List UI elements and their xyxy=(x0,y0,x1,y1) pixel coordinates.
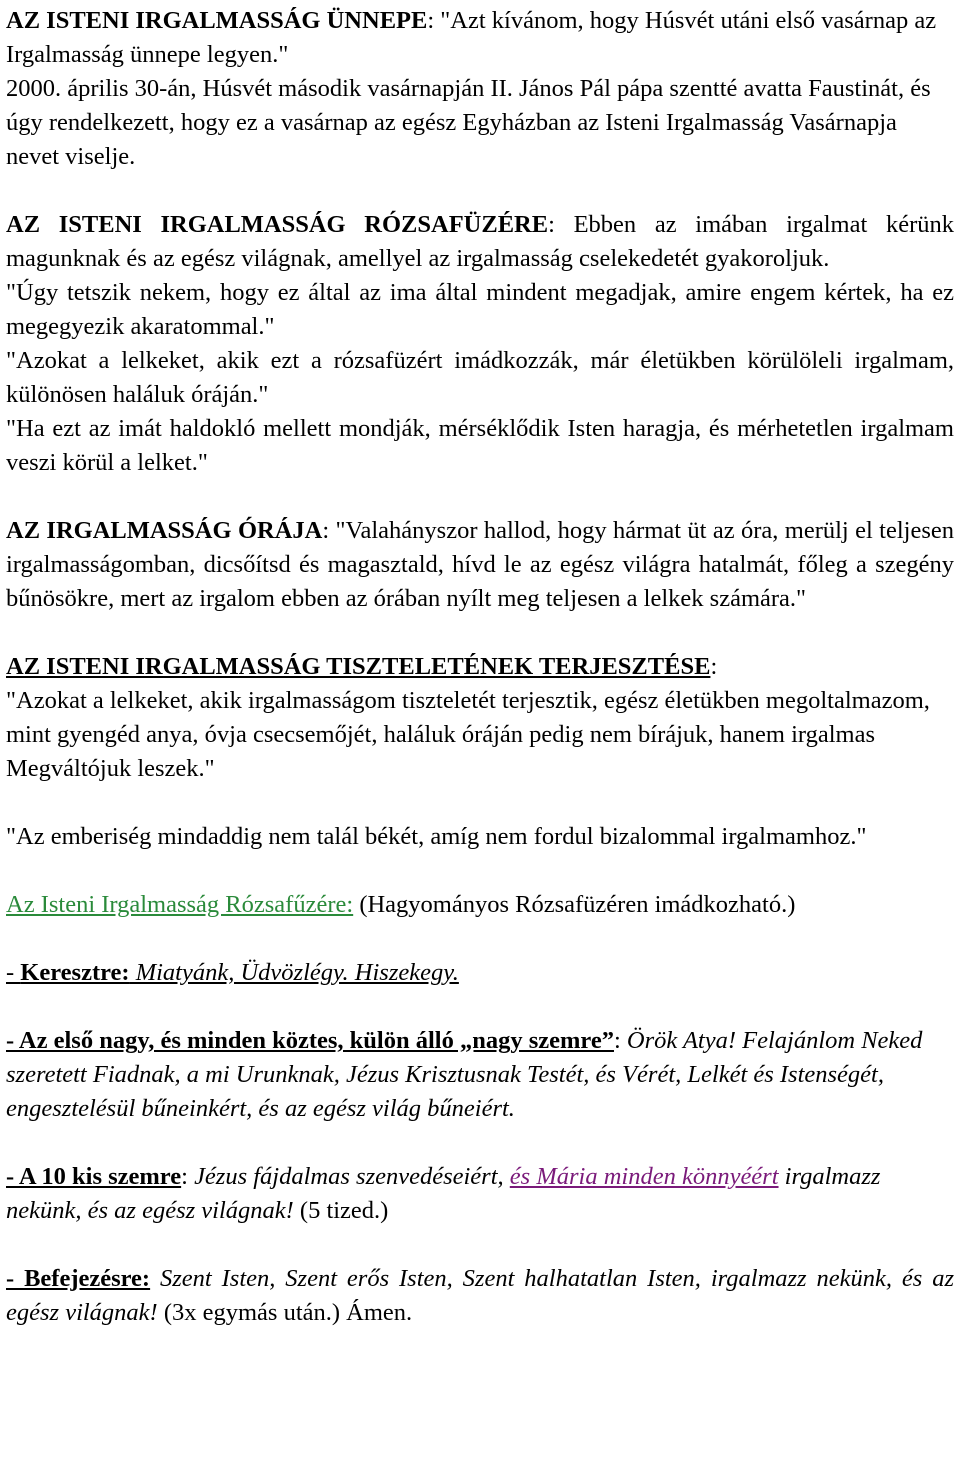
heading-unnepe: AZ ISTENI IRGALMASSÁG ÜNNEPE xyxy=(6,7,428,34)
section-emberiseg xyxy=(6,820,954,854)
section-befejezes xyxy=(6,1262,954,1330)
emberiseg-text: "Az emberiség mindaddig nem talál békét, amíg nem fordul bizalommal irgalmamhoz." xyxy=(6,823,867,850)
maria-konnye-link[interactable]: és Mária minden könnyéért xyxy=(509,1163,779,1190)
befejezes-label: - Befejezésre: xyxy=(6,1265,151,1292)
rozsafuzere-text: : Ebben az imában irgalmat kérünk magunknak és az egész világnak, amellyel az irgalmasság cselekedetét gyakoroljuk. xyxy=(6,211,955,272)
kis-szem-prayer-2: irgalmazz nekünk, és az egész világnak! xyxy=(6,1163,881,1224)
section-nagy-szem xyxy=(6,1024,954,1126)
kis-szem-colon: : xyxy=(181,1163,195,1190)
section-rozsafuzere xyxy=(6,208,954,480)
kis-szem-prayer-1: Jézus fájdalmas szenvedéseiért, xyxy=(194,1163,510,1190)
unnepe-body: 2000. április 30-án, Húsvét második vasárnapján II. János Pál pápa szentté avatta Faustinát, és úgy rendelkezett, hogy ez a vasárnap az egész Egyházban az Isteni Irgalmasság Vasárnapja nevet viselje. xyxy=(6,75,931,170)
keresztre-dash: - xyxy=(6,959,21,986)
heading-rozsafuzere: AZ ISTENI IRGALMASSÁG RÓZSAFÜZÉRE xyxy=(6,211,549,238)
section-rozsafuzere-link xyxy=(6,888,954,922)
nagy-szem-prayer: Örök Atya! Felajánlom Neked szeretett Fiadnak, a mi Urunknak, Jézus Krisztusnak Testét, és Vérét, Lelkét és Istenségét, engesztelésül bűneinkért, és az egész világ bűneiért. xyxy=(6,1027,923,1122)
nagy-szem-colon: : xyxy=(613,1027,627,1054)
section-keresztre xyxy=(6,956,954,990)
kis-szem-label: - A 10 kis szemre xyxy=(6,1163,182,1190)
keresztre-prayers: Miatyánk, Üdvözlégy. Hiszekegy. xyxy=(129,959,459,986)
heading-oraja: AZ IRGALMASSÁG ÓRÁJA xyxy=(6,517,323,544)
section-terjesztese xyxy=(6,650,954,786)
terjesztese-text: "Azokat a lelkeket, akik irgalmasságom tiszteletét terjesztik, egész életükben megoltalmazom, mint gyengéd anya, óvja csecsemőjét, haláluk óráján pedig nem bírájuk, hanem irgalmas Megváltójuk leszek." xyxy=(6,687,930,782)
quote-2: "Azokat a lelkeket, akik ezt a rózsafüzért imádkozzák, már életükben körülöleli irgalmam, különösen haláluk óráján." xyxy=(6,347,954,408)
rozsafuzere-link[interactable]: Az Isteni Irgalmasság Rózsafűzére: xyxy=(6,891,354,918)
quote-3: "Ha ezt az imát haldokló mellett mondják, mérséklődik Isten haragja, és mérhetetlen irgalmam veszi körül a lelket." xyxy=(6,415,954,476)
section-oraja xyxy=(6,514,954,616)
befejezes-note: (3x egymás után.) Ámen. xyxy=(157,1299,413,1326)
unnepe-text: : "Azt kívánom, hogy Húsvét utáni első vasárnap az Irgalmasság ünnepe legyen." xyxy=(6,7,937,68)
section-kis-szem xyxy=(6,1160,954,1228)
quote-1: "Úgy tetszik nekem, hogy ez által az ima által mindent megadjak, amire engem kértek, ha ez megegyezik akaratommal." xyxy=(6,279,954,340)
section-unnepe xyxy=(6,4,954,174)
kis-szem-note: (5 tized.) xyxy=(293,1197,389,1224)
oraja-text: : "Valahányszor hallod, hogy hármat üt az óra, merülj el teljesen irgalmasságomban, dicsőítsd és magasztald, hívd le az egész világra hatalmát, főleg a szegény bűnösökre, mert az irgalom ebben az órában nyílt meg teljesen a lelkek számára." xyxy=(6,517,954,612)
keresztre-label: Keresztre: xyxy=(20,959,130,986)
rozsafuzere-link-note: (Hagyományos Rózsafüzéren imádkozható.) xyxy=(353,891,796,918)
terjesztese-colon: : xyxy=(710,653,718,680)
befejezes-prayer: Szent Isten, Szent erős Isten, Szent halhatatlan Isten, irgalmazz nekünk, és az egész világnak! xyxy=(6,1265,954,1326)
document-page xyxy=(0,4,960,1471)
nagy-szem-label: - Az első nagy, és minden köztes, külön álló „nagy szemre” xyxy=(6,1027,614,1054)
heading-terjesztese: AZ ISTENI IRGALMASSÁG TISZTELETÉNEK TERJESZTÉSE xyxy=(6,653,711,680)
